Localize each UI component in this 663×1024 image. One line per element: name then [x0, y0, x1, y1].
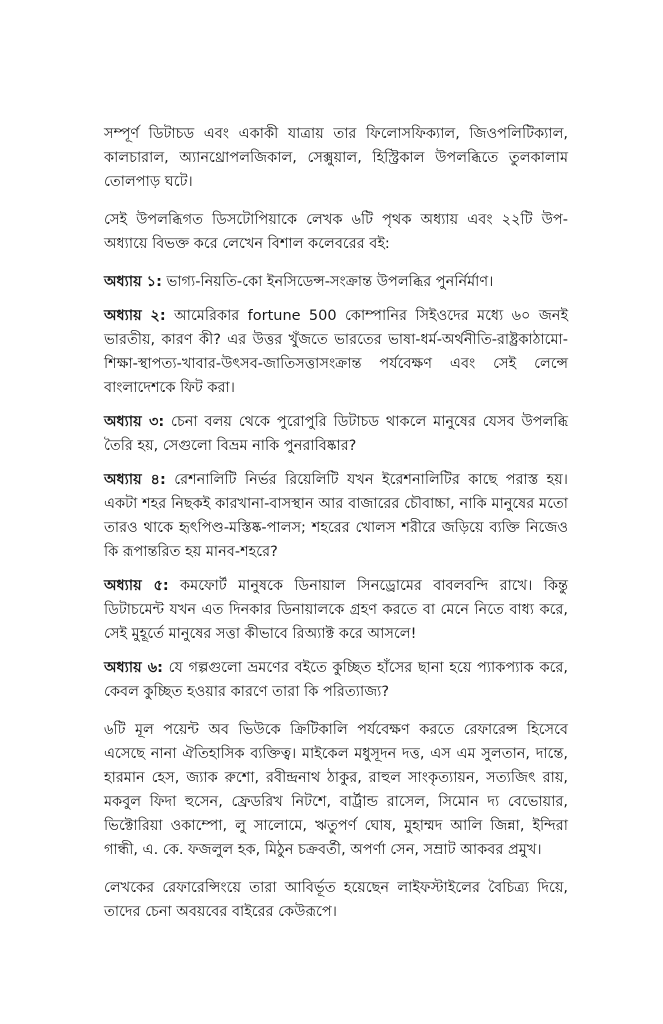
chapter-5-label: অধ্যায় ৫:: [104, 578, 169, 594]
closing-paragraph: লেখকের রেফারেন্সিংয়ে তারা আবির্ভূত হয়েছেন লাইফস্টাইলের বৈচিত্র্য দিয়ে, তাদের চেনা অবয়বের বাইরের কেউরূপে।: [104, 880, 568, 920]
references-paragraph: ৬টি মূল পয়েন্ট অব ভিউকে ক্রিটিকালি পর্যবেক্ষণ করতে রেফারেন্স হিসেবে এসেছে নানা ঐতিহাসিক ব্যক্তিত্ব। মাইকেল মধুসূদন দত্ত, এস এম সুলতান, দান্তে, হারমান হেস, জ্যাক রুশো, রবীন্দ্রনাথ ঠাকুর, রাহুল সাংকৃত্যায়ন, সত্যজিৎ রায়, মকবুল ফিদা হুসেন, ফ্রেডরিখ নিটশে, বার্ট্রান্ড রাসেল, সিমোন দ্য বেভোয়ার, ভিক্টোরিয়া ওকাম্পো, লু সালোমে, ঋতুপর্ণ ঘোষ, মুহাম্মদ আলি জিন্না, ইন্দিরা গান্ধী, এ. কে. ফজলুল হক, মিঠুন চক্রবর্তী, অপর্ণা সেন, সম্রাট আকবর প্রমুখ।: [104, 722, 568, 858]
chapter-2-paragraph: [104, 304, 568, 400]
chapter-4-paragraph: [104, 468, 568, 564]
chapter-6-label: অধ্যায় ৬:: [104, 660, 163, 676]
chapter-4-text: রেশনালিটি নির্ভর রিয়েলিটি যখন ইরেশনালিটির কাছে পরাস্ত হয়। একটা শহর নিছকই কারখানা-বাসস্থান আর বাজারের চৌবাচ্চা, নাকি মানুষের মতো তারও থাকে হৃৎপিণ্ড-মস্তিষ্ক-পালস; শহরের খোলস শরীরে জড়িয়ে ব্যক্তি নিজেও কি রূপান্তরিত হয় মানব-শহরে?: [104, 472, 568, 560]
chapter-6-text: যে গল্পগুলো ভ্রমণের বইতে কুচ্ছিত হাঁসের ছানা হয়ে প্যাকপ্যাক করে, কেবল কুচ্ছিত হওয়ার কারণে তারা কি পরিত্যাজ্য?: [104, 660, 568, 700]
chapter-3-paragraph: [104, 410, 568, 458]
intro-paragraph: সম্পূর্ণ ডিটাচড এবং একাকী যাত্রায় তার ফিলোসফিক্যাল, জিওপলিটিক্যাল, কালচারাল, অ্যানথ্রোপলজিকাল, সেক্সুয়াল, হিস্ট্রিকাল উপলব্ধিতে তুলকালাম তোলপাড় ঘটে।: [104, 126, 568, 190]
chapter-2-label: অধ্যায় ২:: [104, 308, 166, 324]
chapter-2-text: আমেরিকার fortune 500 কোম্পানির সিইওদের মধ্যে ৬০ জনই ভারতীয়, কারণ কী? এর উত্তর খুঁজতে ভারতের ভাষা-ধর্ম-অর্থনীতি-রাষ্ট্রকাঠামো-শিক্ষা-স্থাপত্য-খাবার-উৎসব-জাতিসত্তাসংক্রান্ত পর্যবেক্ষণ এবং সেই লেন্সে বাংলাদেশকে ফিট করা।: [104, 308, 568, 396]
chapter-6-paragraph: [104, 656, 568, 704]
chapter-5-text: কমফোর্ট মানুষকে ডিনায়াল সিনড্রোমের বাবলবন্দি রাখে। কিন্তু ডিটাচমেন্ট যখন এত দিনকার ডিনায়ালকে গ্রহণ করতে বা মেনে নিতে বাধ্য করে, সেই মুহূর্তে মানুষের সত্তা কীভাবে রিঅ্যাক্ট করে আসলে!: [104, 578, 568, 642]
chapter-1-paragraph: [104, 270, 568, 294]
chapter-4-label: অধ্যায় ৪:: [104, 472, 166, 488]
chapter-3-label: অধ্যায় ৩:: [104, 414, 165, 430]
chapter-1-text: ভাগ্য-নিয়তি-কো ইনসিডেন্স-সংক্রান্ত উপলব্ধির পুনর্নির্মাণ।: [161, 274, 494, 290]
structure-paragraph: সেই উপলব্ধিগত ডিসটোপিয়াকে লেখক ৬টি পৃথক অধ্যায় এবং ২২টি উপ-অধ্যায়ে বিভক্ত করে লেখেন বিশাল কলেবরের বই:: [104, 212, 568, 252]
document-page: [104, 122, 568, 934]
chapter-1-label: অধ্যায় ১:: [104, 274, 162, 290]
chapter-5-paragraph: [104, 574, 568, 646]
chapter-3-text: চেনা বলয় থেকে পুরোপুরি ডিটাচড থাকলে মানুষের যেসব উপলব্ধি তৈরি হয়, সেগুলো বিভ্রম নাকি পুনরাবিষ্কার?: [104, 414, 568, 454]
